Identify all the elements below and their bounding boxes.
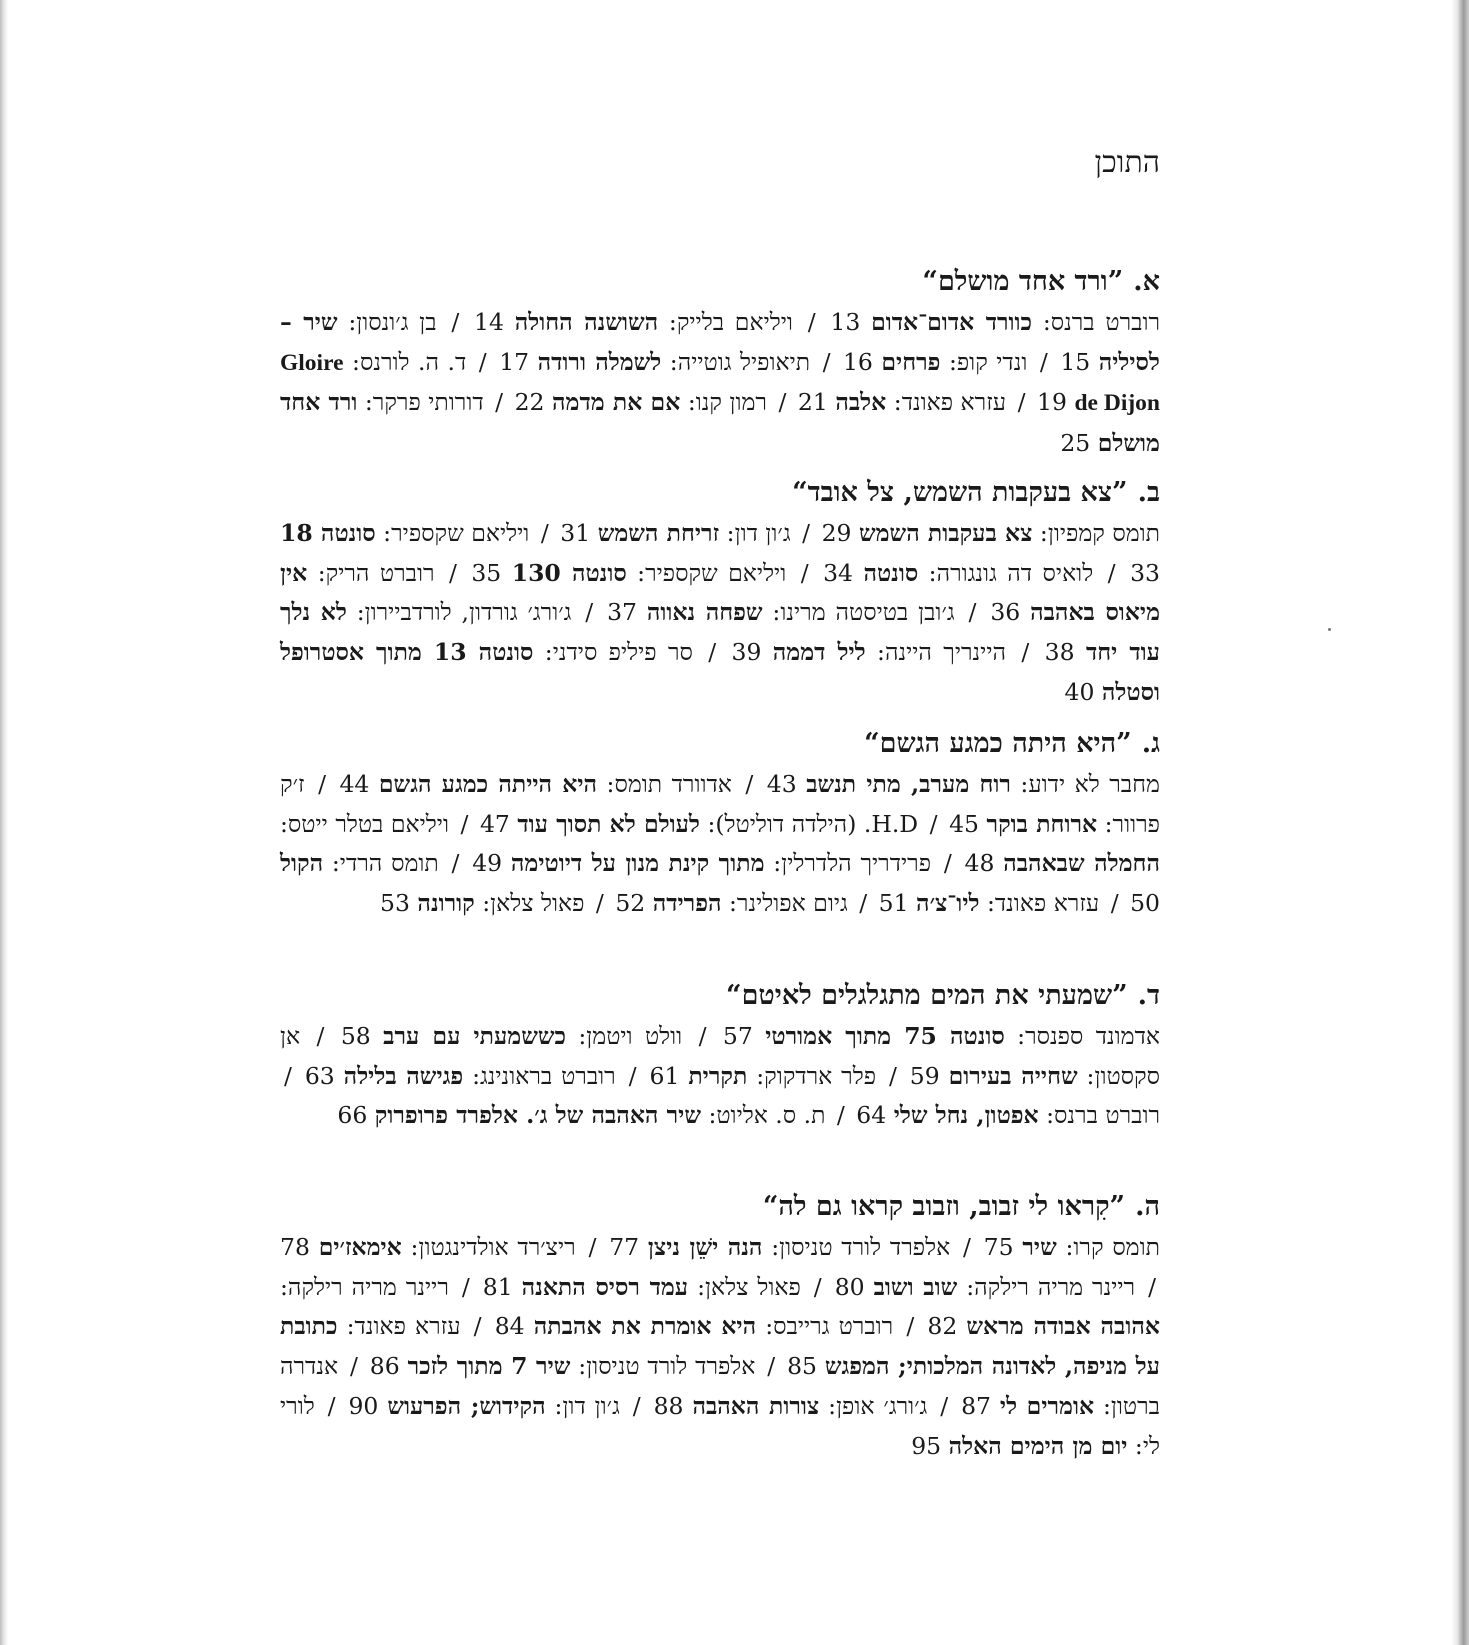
entry-separator: / <box>349 1352 358 1381</box>
entry-author: ריצ׳רד אולדינגטון <box>418 1233 576 1261</box>
entry-author: סר פיליפ סידני <box>552 638 693 667</box>
toc-entry: דורותי פרקר: ורד אחד מושלם 25 <box>280 388 1160 458</box>
entry-author: ונדי קופ <box>956 347 1028 376</box>
entry-page-number: 14 <box>474 308 504 336</box>
section-letter: ה. <box>1135 1191 1160 1222</box>
toc-entry: אלפרד לורד טניסון: שיר 7 מתוך לזכר 86 <box>369 1352 756 1381</box>
entry-title: עמד רסיס התאנה <box>521 1272 689 1301</box>
section-entries <box>280 303 1160 464</box>
toc-entry: עזרא פאונד: כתובת על מניפה, לאדונה המלכותי; המפגש 85 <box>280 1312 1160 1381</box>
entry-separator: / <box>745 770 754 798</box>
entry-separator: / <box>473 1312 482 1341</box>
entry-author: פרידריך הלדרלין <box>781 849 932 878</box>
entry-page-number: 64 <box>856 1101 887 1130</box>
toc-entry: ויליאם בטלר ייטס: החמלה שבאהבה 48 <box>280 809 1160 878</box>
entry-page-number: 78 <box>280 1233 310 1261</box>
entry-page-number: 59 <box>909 1061 940 1090</box>
entry-page-number: 37 <box>607 598 637 627</box>
entry-author: רוברט הריק <box>325 558 435 587</box>
entry-page-number: 57 <box>722 1022 753 1050</box>
section-letter: א. <box>1133 266 1160 297</box>
entry-author: רוברט ברנס <box>1054 1101 1160 1130</box>
toc-entry: אדוורד תומס: היא הייתה כמגע הגשם 44 <box>339 770 732 798</box>
entry-page-number: 88 <box>653 1391 684 1420</box>
entry-title: שיר – לסיליה <box>280 308 1160 376</box>
entry-author: רוברט ברנס <box>1050 308 1160 336</box>
entry-separator: / <box>708 638 717 667</box>
entry-title: צא בעקבות השמש <box>858 519 1033 547</box>
toc-entry: תומס הרדי: הקול 50 <box>280 849 1160 918</box>
scan-speck <box>1328 628 1331 631</box>
entry-author: ויליאם שקספיר <box>391 519 530 547</box>
entry-author: רוברט גרייבס <box>773 1312 894 1341</box>
entry-separator: / <box>448 558 457 587</box>
entry-author: רמון קנו <box>695 388 767 417</box>
entry-author: תומס קרו <box>1073 1233 1160 1261</box>
toc-entry: פאול צלאן: עמד רסיס התאנה 81 <box>482 1272 801 1301</box>
section-entries <box>280 765 1160 924</box>
toc-page <box>280 0 1160 1645</box>
entry-title: תקרית <box>688 1061 748 1090</box>
entry-title: זריחת השמש <box>597 519 720 547</box>
entry-separator: / <box>807 308 816 336</box>
toc-section-1 <box>280 262 1160 464</box>
entry-author: ג׳ון דון <box>734 519 791 547</box>
section-title: ”היא היתה כמגע הגשם“ <box>864 728 1132 759</box>
entry-page-number: 21 <box>797 388 828 417</box>
entry-separator: / <box>1110 889 1119 918</box>
entry-page-number: 90 <box>348 1391 379 1420</box>
entry-author: תומס הרדי <box>339 849 439 878</box>
toc-entry: ונדי קופ: פרחים 16 <box>842 347 1028 376</box>
entry-separator: / <box>1148 1272 1157 1301</box>
entry-title: ארוחת בוקר <box>986 809 1098 838</box>
page-title: התוכן <box>1094 145 1160 180</box>
entry-page-number: 19 <box>1037 388 1067 417</box>
entry-author: עזרא פאונד <box>354 1312 461 1341</box>
toc-entry: פרידריך הלדרלין: מתוך קינת מנון על דיוטימה 49 <box>472 849 932 878</box>
entry-title: החמלה שבאהבה <box>1003 849 1160 878</box>
toc-entry: רוברט גרייבס: היא אומרת את אהבתה 84 <box>494 1312 894 1341</box>
entry-author: עזרא פאונד <box>994 889 1100 918</box>
entry-separator: / <box>588 1233 597 1261</box>
entry-page-number: 40 <box>1064 677 1095 706</box>
entry-separator: / <box>495 388 504 417</box>
toc-entry: אנדרה ברטון: אומרים לי 87 <box>280 1352 1160 1420</box>
entry-author: אדוורד תומס <box>614 770 732 798</box>
toc-entry: וולט ויטמן: כששמעתי עם ערב 58 <box>340 1022 683 1050</box>
entry-page-number: 75 <box>983 1233 1014 1261</box>
toc-entry: מחבר לא ידוע: רוח מערב, מתי תנשב 43 <box>766 770 1160 798</box>
entry-author: ג׳ורג׳ גורדון, לורדביירון <box>364 598 572 627</box>
entry-title: פגישה בלילה <box>343 1061 464 1090</box>
entry-title: סונטה 75 מתוך אמורטי <box>765 1022 1005 1050</box>
entry-page-number: 66 <box>337 1101 368 1130</box>
section-letter: ג. <box>1141 728 1160 759</box>
entry-title: יום מן הימים האלה <box>948 1431 1128 1460</box>
toc-entry: רוברט ברנס: אפטון, נחל שלי 64 <box>856 1101 1160 1130</box>
entry-author: בן ג׳ונסון <box>356 308 437 336</box>
entry-author: ויליאם בלייק <box>676 308 793 336</box>
entry-title: כתובת על מניפה, לאדונה המלכותי; המפגש <box>280 1312 1160 1381</box>
entry-author: אלפרד לורד טניסון <box>586 1352 756 1381</box>
entry-page-number: 15 <box>1060 347 1091 376</box>
toc-entry: רוברט בראונינג: פגישה בלילה 63 <box>304 1061 616 1090</box>
entry-title: רוח מערב, מתי תנשב <box>806 770 1011 798</box>
toc-entry: ריצ׳רד אולדינגטון: אימאז׳ים 78 <box>280 1233 576 1261</box>
entry-title: אהובה אבודה מראש <box>966 1312 1160 1341</box>
section-title: ”צא בעקבות השמש, צל אובד“ <box>792 477 1128 508</box>
entry-page-number: 81 <box>482 1272 513 1301</box>
toc-entry: תומס קרו: שיר 75 <box>983 1233 1160 1261</box>
entry-title: שיר 7 מתוך לזכר <box>407 1352 571 1381</box>
entry-title: פרחים <box>881 347 941 376</box>
entry-separator: / <box>585 598 594 627</box>
entry-separator: / <box>1039 347 1048 376</box>
entry-author: עזרא פאונד <box>901 388 1007 417</box>
section-title: ”ורד אחד מושלם“ <box>922 266 1124 297</box>
entry-page-number: 43 <box>766 770 797 798</box>
entry-page-number: 48 <box>964 849 995 878</box>
entry-author: אלפרד לורד טניסון <box>779 1233 951 1261</box>
entry-page-number: 47 <box>479 809 510 838</box>
section-heading <box>280 262 1160 302</box>
entry-separator: / <box>778 388 787 417</box>
entry-separator: / <box>284 1061 292 1090</box>
entry-page-number: 39 <box>731 638 762 667</box>
entry-title: שיר האהבה של ג׳. אלפרד פרופרוק <box>374 1101 701 1130</box>
entry-page-number: 86 <box>369 1352 400 1381</box>
entry-title: אומרים לי <box>999 1391 1095 1420</box>
entry-separator: / <box>595 889 604 918</box>
toc-entry: ג׳ורג׳ גורדון, לורדביירון: לא נלך עוד יחד 38 <box>280 598 1160 667</box>
entry-separator: / <box>316 1022 325 1050</box>
entry-author: ז׳ק פרוור <box>280 770 1160 838</box>
entry-separator: / <box>460 809 469 838</box>
entry-page-number: 13 <box>830 308 861 336</box>
toc-entry: תיאופיל גוטייה: לשמלה ורודה 17 <box>499 347 811 376</box>
entry-separator: / <box>318 770 326 798</box>
toc-entry: לואיס דה גונגורה: סונטה 34 <box>823 558 1094 587</box>
entry-separator: / <box>767 1352 776 1381</box>
entry-title: Gloire de Dijon <box>280 349 1160 417</box>
toc-entry: ג׳ובן בטיסטה מרינו: שפחה נאווה 37 <box>607 598 955 627</box>
entry-title: לעולם לא תסוך עוד <box>517 809 700 838</box>
section-letter: ב. <box>1137 477 1160 508</box>
entry-author: רוברט בראונינג <box>480 1061 616 1090</box>
entry-author: פאול צלאן <box>490 889 585 918</box>
entry-author: ג׳ובן בטיסטה מרינו <box>780 598 955 627</box>
toc-entry: לורי לי: יום מן הימים האלה 95 <box>280 1391 1160 1460</box>
toc-entry: ג׳ון דון: הקידוש; הפרעוש 90 <box>348 1391 620 1420</box>
entry-page-number: 45 <box>949 809 980 838</box>
toc-entry: עזרא פאונד: ליו־צ׳ה 51 <box>878 889 1100 918</box>
entry-page-number: 51 <box>878 889 909 918</box>
entry-page-number: 77 <box>609 1233 640 1261</box>
toc-section-4 <box>280 976 1160 1136</box>
entry-separator: / <box>461 1272 470 1301</box>
entry-title: אלבה <box>835 388 887 417</box>
entry-page-number: 49 <box>472 849 503 878</box>
entry-author: היינריך היינה <box>884 638 1007 667</box>
entry-separator: / <box>836 1101 845 1130</box>
toc-entry: ויליאם שקספיר: סונטה 130 35 <box>471 558 787 587</box>
entry-author: גיום אפולינר <box>736 889 848 918</box>
toc-entry: גיום אפולינר: הפרידה 52 <box>615 889 848 918</box>
entry-author: ויליאם בטלר ייטס <box>287 809 449 838</box>
entry-title: אין מיאוס באהבה <box>280 558 1161 627</box>
entry-page-number: 50 <box>1130 889 1160 918</box>
entry-title: סונטה 18 <box>280 519 376 547</box>
entry-page-number: 82 <box>927 1312 958 1341</box>
entry-author: ת. ס. אליוט <box>716 1101 826 1130</box>
entry-page-number: 17 <box>499 347 530 376</box>
entry-page-number: 29 <box>821 519 852 547</box>
entry-title: הנה ישֵׁן ניצן <box>647 1233 763 1261</box>
entry-separator: / <box>327 1391 336 1420</box>
entry-title: אפטון, נחל שלי <box>893 1101 1039 1130</box>
entry-title: צורות האהבה <box>692 1391 820 1420</box>
entry-title: אם את מדמה <box>552 388 681 417</box>
entry-title: ליל דממה <box>772 638 866 667</box>
entry-separator: / <box>628 1061 637 1090</box>
entry-page-number: 38 <box>1044 638 1075 667</box>
entry-separator: / <box>968 598 977 627</box>
entry-title: היא הייתה כמגע הגשם <box>378 770 598 798</box>
toc-entry: אדמונד ספנסר: סונטה 75 מתוך אמורטי 57 <box>722 1022 1160 1050</box>
entry-page-number: 87 <box>961 1391 991 1420</box>
entry-page-number: 33 <box>1130 558 1160 587</box>
section-entries <box>280 514 1160 713</box>
entry-title: סונטה 13 מתוך אסטרופל וסטלה <box>280 638 1160 706</box>
toc-entry: סר פיליפ סידני: סונטה 13 מתוך אסטרופל וסטלה 40 <box>280 638 1160 706</box>
section-heading <box>280 473 1160 513</box>
entry-page-number: 31 <box>560 519 591 547</box>
entry-separator: / <box>478 347 487 376</box>
entry-separator: / <box>1021 638 1030 667</box>
entry-author: תומס קמפיון <box>1047 519 1160 547</box>
entry-separator: / <box>813 1272 822 1301</box>
entry-title: שפחה נאווה <box>646 598 763 627</box>
entry-separator: / <box>888 1061 897 1090</box>
entry-page-number: 44 <box>339 770 370 798</box>
entry-page-number: 22 <box>514 388 545 417</box>
entry-author: דורותי פרקר <box>372 388 484 417</box>
toc-entry: ז׳ק פרוור: ארוחת בוקר 45 <box>280 770 1160 838</box>
section-entries <box>280 1228 1160 1466</box>
entry-separator: / <box>1017 388 1026 417</box>
entry-page-number: 63 <box>304 1061 335 1090</box>
entry-page-number: 95 <box>911 1431 942 1460</box>
entry-title: הקידוש; הפרעוש <box>387 1391 546 1420</box>
entry-author: לואיס דה גונגורה <box>936 558 1094 587</box>
entry-page-number: 85 <box>787 1352 817 1381</box>
entry-title: היא אומרת את אהבתה <box>533 1312 757 1341</box>
scan-edge-right <box>1451 0 1469 1645</box>
toc-entry: פלר ארדקוק: תקרית 61 <box>649 1061 877 1090</box>
toc-entry: אן סקסטון: שחייה בעירום 59 <box>280 1022 1160 1090</box>
entry-separator: / <box>822 347 831 376</box>
entry-title: השושנה החולה <box>514 308 659 336</box>
entry-title: כששמעתי עם ערב <box>383 1022 566 1050</box>
entry-author: וולט ויטמן <box>586 1022 683 1050</box>
toc-section-2 <box>280 473 1160 713</box>
toc-entry: אלפרד לורד טניסון: הנה ישֵׁן ניצן 77 <box>609 1233 951 1261</box>
toc-entry: בן ג׳ונסון: שיר – לסיליה 15 <box>280 308 1160 376</box>
entry-author: תיאופיל גוטייה <box>677 347 811 376</box>
section-letter: ד. <box>1137 980 1160 1011</box>
entry-separator: / <box>859 889 868 918</box>
entry-separator: / <box>451 849 460 878</box>
toc-entry: ג׳ורג׳ אופן: צורות האהבה 88 <box>653 1391 928 1420</box>
entry-separator: / <box>632 1391 641 1420</box>
entry-title: אימאז׳ים <box>318 1233 402 1261</box>
entry-separator: / <box>540 519 549 547</box>
toc-entry: ג׳ון דון: זריחת השמש 31 <box>560 519 791 547</box>
entry-separator: / <box>800 558 809 587</box>
entry-title: ליו־צ׳ה <box>916 889 980 918</box>
section-heading <box>280 724 1160 764</box>
entry-title: הפרידה <box>652 889 722 918</box>
entry-separator: / <box>943 849 952 878</box>
entry-title: שוב ושוב <box>873 1272 958 1301</box>
entry-title: לשמלה ורודה <box>537 347 662 376</box>
entry-author: ויליאם שקספיר <box>645 558 787 587</box>
entry-author: אן סקסטון <box>280 1022 1160 1090</box>
entry-author: פאול צלאן <box>705 1272 801 1301</box>
toc-entry: ד. ה. לורנס: Gloire de Dijon 19 <box>280 347 1160 417</box>
toc-section-3 <box>280 724 1160 924</box>
toc-entry: רמון קנו: אם את מדמה 22 <box>514 388 767 417</box>
entry-title: לא נלך עוד יחד <box>280 598 1160 667</box>
entry-page-number: 84 <box>494 1312 525 1341</box>
toc-entry: פאול צלאן: קורונה 53 <box>380 889 585 918</box>
entry-author: ריינר מריה רילקה <box>287 1272 449 1301</box>
entry-separator: / <box>962 1233 971 1261</box>
entry-title: סונטה <box>863 558 919 587</box>
entry-title: סונטה 130 <box>511 558 627 587</box>
entry-separator: / <box>906 1312 915 1341</box>
toc-entry: ת. ס. אליוט: שיר האהבה של ג׳. אלפרד פרופרוק 66 <box>337 1101 826 1130</box>
entry-title: ורד אחד מושלם <box>280 388 1160 458</box>
entry-separator: / <box>451 308 460 336</box>
entry-author: ריינר מריה רילקה <box>974 1272 1136 1301</box>
toc-entry: היינריך היינה: ליל דממה 39 <box>731 638 1007 667</box>
entry-author: H.D. (הילדה דוליטל) <box>715 809 919 838</box>
toc-entry: עזרא פאונד: אלבה 21 <box>797 388 1007 417</box>
entry-page-number: 36 <box>990 598 1021 627</box>
entry-author: אדמונד ספנסר <box>1025 1022 1160 1050</box>
toc-entry: ריינר מריה רילקה: אהובה אבודה מראש 82 <box>280 1272 1160 1341</box>
entry-separator: / <box>802 519 811 547</box>
entry-page-number: 53 <box>380 889 410 918</box>
entry-title: הקול <box>280 849 324 878</box>
entry-title: קורונה <box>417 889 475 918</box>
entry-author: פלר ארדקוק <box>764 1061 877 1090</box>
entry-author: ג׳ורג׳ אופן <box>836 1391 928 1420</box>
entry-separator: / <box>1107 558 1116 587</box>
toc-entry: ויליאם שקספיר: סונטה 18 33 <box>280 519 1160 587</box>
entry-separator: / <box>940 1391 949 1420</box>
entry-page-number: 34 <box>823 558 853 587</box>
toc-entry: רוברט הריק: אין מיאוס באהבה 36 <box>280 558 1161 627</box>
entry-title: שיר <box>1022 1233 1057 1261</box>
toc-entry: רוברט ברנס: כוורד אדום־אדום 13 <box>830 308 1160 336</box>
entry-page-number: 80 <box>834 1272 865 1301</box>
entry-author: ג׳ון דון <box>562 1391 620 1420</box>
entry-title: כוורד אדום־אדום <box>871 308 1033 336</box>
entry-page-number: 52 <box>615 889 646 918</box>
entry-author: ד. ה. לורנס <box>359 347 467 376</box>
entry-page-number: 58 <box>340 1022 371 1050</box>
entry-author: לורי לי <box>280 1391 1160 1460</box>
section-title: ”שמעתי את המים מתגלגלים לאיטם“ <box>726 980 1128 1011</box>
entry-title: מתוך קינת מנון על דיוטימה <box>510 849 765 878</box>
entry-author: אנדרה ברטון <box>280 1352 1160 1420</box>
toc-section-5 <box>280 1187 1160 1466</box>
entry-page-number: 61 <box>649 1061 680 1090</box>
entry-title: שחייה בעירום <box>948 1061 1078 1090</box>
section-title: ”קִראו לי זבוב, וזבוב קראו גם לה“ <box>762 1191 1126 1222</box>
entry-page-number: 25 <box>1060 429 1091 458</box>
toc-entry: ריינר מריה רילקה: שוב ושוב 80 <box>834 1272 1136 1301</box>
section-heading <box>280 976 1160 1016</box>
scan-edge-left <box>0 0 8 1645</box>
toc-entry: ויליאם בלייק: השושנה החולה 14 <box>474 308 793 336</box>
toc-entry: H.D. (הילדה דוליטל): לעולם לא תסוך עוד 47 <box>479 809 919 838</box>
section-heading <box>280 1187 1160 1227</box>
entry-separator: / <box>698 1022 707 1050</box>
toc-entry: תומס קמפיון: צא בעקבות השמש 29 <box>821 519 1160 547</box>
entry-author: מחבר לא ידוע <box>1028 770 1160 798</box>
entry-page-number: 35 <box>471 558 502 587</box>
entry-separator: / <box>929 809 938 838</box>
entry-page-number: 16 <box>842 347 873 376</box>
section-entries <box>280 1017 1160 1136</box>
